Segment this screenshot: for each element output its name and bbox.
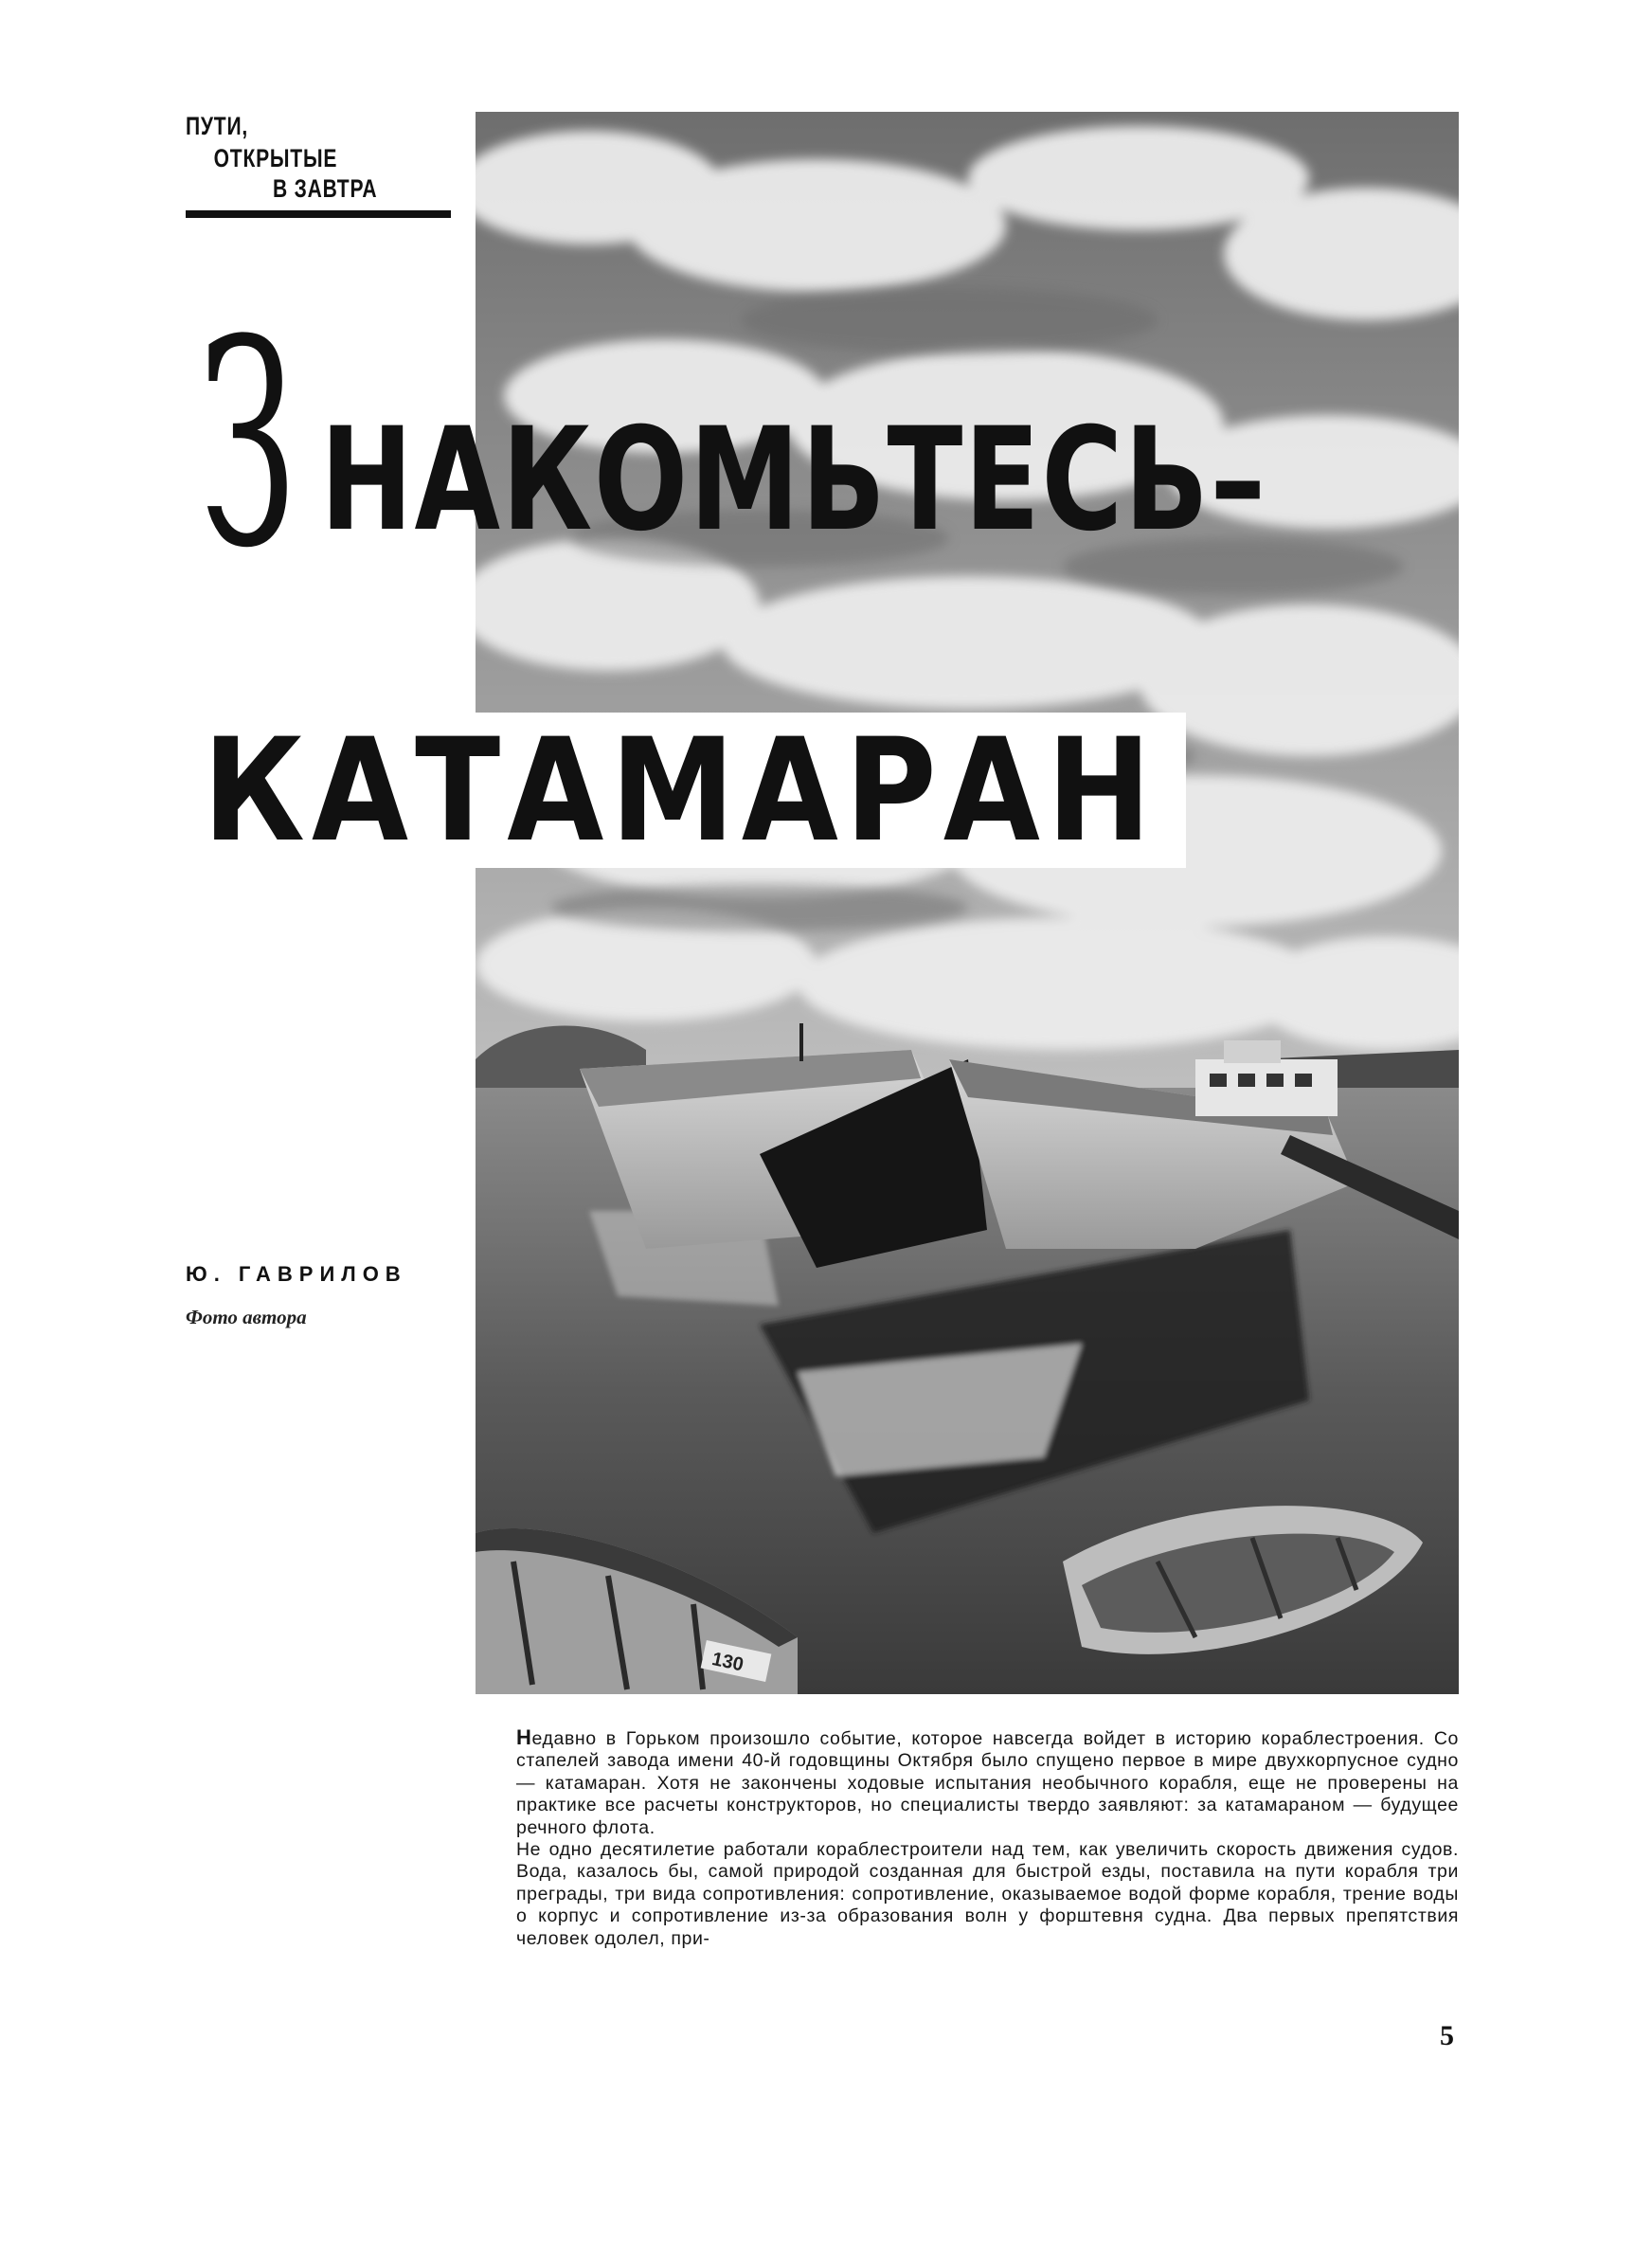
rubric-line-1: ПУТИ, — [186, 112, 248, 140]
title-line-2: КАТАМАРАН — [203, 709, 1158, 874]
boat-number: 130 — [709, 1648, 745, 1676]
photo-credit: Фото автора — [186, 1306, 307, 1328]
catamaran-photo — [476, 112, 1459, 1694]
rubric-line-2: ОТКРЫТЫЕ — [213, 144, 338, 172]
author-name: Ю. ГАВРИЛОВ — [186, 1262, 407, 1286]
article-paragraph-1-text: едавно в Горьком произошло событие, которое навсегда войдет в историю кораблестроения. Со стапелей завода имени 40-й годовщины Октября было спущено первое в мире двухкорпусное судно — катамаран. Хотя не закончены ходовые испытания необычного корабля, еще не проверены на практике все расчеты конструкторов, но специалисты твердо заявляют: за катамараном — будущее речного флота. — [516, 1728, 1459, 1838]
title-line-1: НАКОМЬТЕСЬ– — [320, 398, 1267, 563]
rubric-divider — [186, 210, 451, 218]
section-rubric — [186, 112, 392, 226]
article-body — [516, 1726, 1459, 1950]
rubric-line-3: В ЗАВТРА — [273, 174, 378, 203]
article-paragraph-2: Не одно десятилетие работали кораблестроители над тем, как увеличить скорость движения судов. Вода, казалось бы, самой природой созданная для быстрой езды, поставила на пути корабля три преграды, три вида сопротивления: сопротивление, оказываемое водой форме корабля, трение воды о корпус и сопротивление из-за образования волн у форштевня судна. Два первых препятствия человек одолел, при- — [516, 1839, 1459, 1949]
title-initial-letter: З — [199, 280, 296, 610]
article-dropcap: Н — [516, 1725, 532, 1749]
article-paragraph — [516, 1726, 1459, 1839]
page-number: 5 — [1440, 2020, 1454, 2051]
